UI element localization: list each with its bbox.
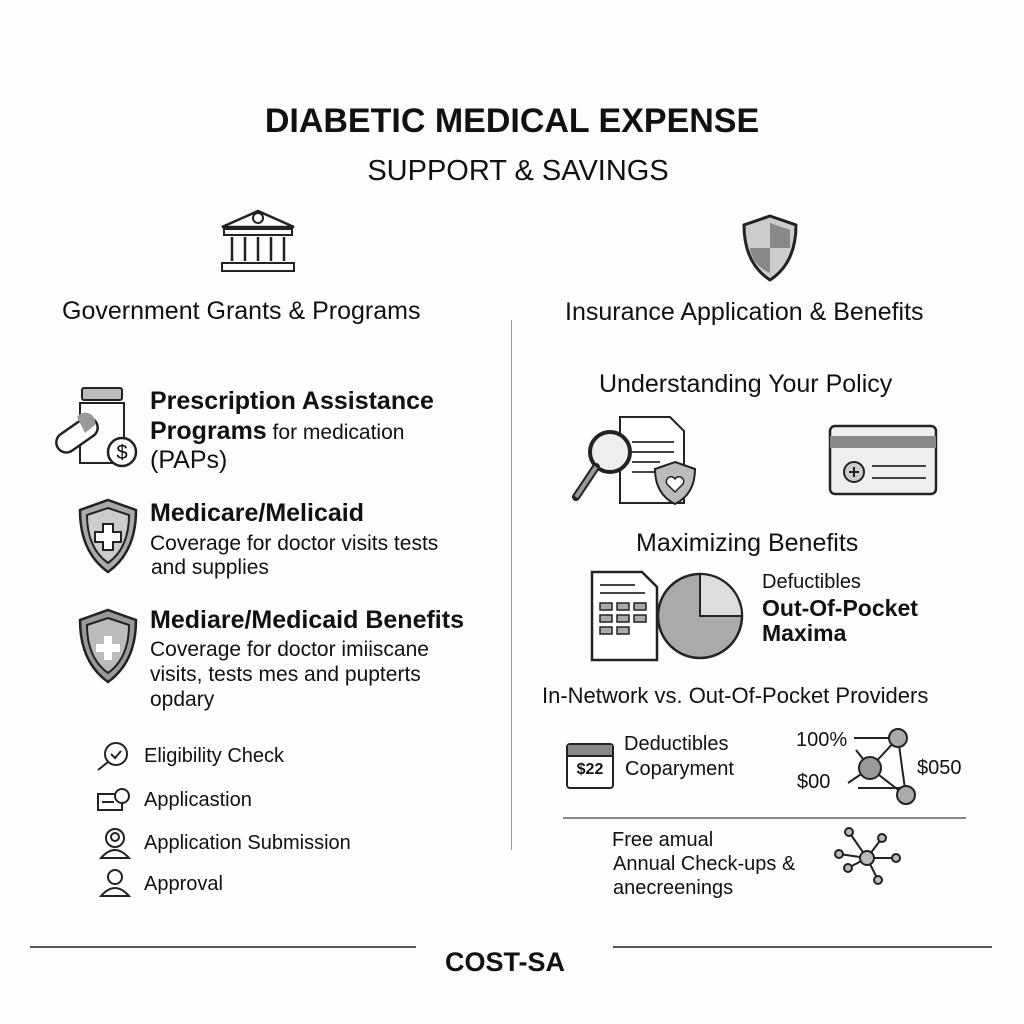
pap-desc: for medication [266, 421, 405, 444]
medicare-shield-icon [76, 498, 140, 574]
max-heading: Maximizing Benefits [636, 529, 859, 557]
policy-heading: Understanding Your Policy [599, 370, 893, 398]
network-text-line1: Deductibles [624, 733, 729, 755]
pap-title: Prescription Assistance [150, 387, 434, 415]
eligibility-check-icon [96, 740, 132, 772]
title-line1: DIABETIC MEDICAL EXPENSE [264, 102, 760, 140]
statement-pie-chart-icon [590, 570, 745, 662]
network-value-right: $050 [917, 757, 962, 779]
benefits-title: Mediare/Medicaid Benefits [150, 606, 464, 634]
checkup-line1: Free amual [612, 829, 714, 851]
right-divider [563, 817, 966, 819]
government-building-icon [218, 205, 298, 273]
insurance-shield-icon [740, 213, 800, 283]
step-eligibility: Eligibility Check [144, 745, 285, 767]
calendar-icon [566, 743, 614, 789]
prescription-pills-icon [52, 385, 147, 470]
medicare-desc1: Coverage for doctor visits tests [150, 532, 439, 555]
checkup-line2: Annual Check-ups & [613, 853, 796, 875]
provider-network-icon [848, 728, 918, 808]
benefits-desc1: Coverage for doctor imiiscane [150, 638, 429, 661]
pap-title3: (PAPs) [150, 446, 228, 474]
benefits-desc2: visits, tests mes and pupterts [150, 663, 421, 686]
approval-user-icon [98, 868, 132, 898]
medicaid-shield-icon [76, 608, 140, 684]
title-line2: SUPPORT & SAVINGS [367, 155, 669, 187]
column-divider [511, 320, 512, 850]
network-text-line2: Coparyment [625, 758, 734, 780]
max-text-line2: Out-Of-Pocket [762, 595, 918, 621]
svg-text:$: $ [116, 442, 128, 464]
medicare-title: Medicare/Melicaid [150, 499, 364, 527]
right-heading: Insurance Application & Benefits [565, 298, 924, 326]
network-value-bottom: $00 [797, 771, 831, 793]
checkup-line3: anecreenings [613, 877, 734, 899]
step-application: Applicastion [144, 789, 252, 811]
step-approval: Approval [144, 873, 223, 895]
network-hub-icon [834, 828, 904, 890]
insurance-card-icon [828, 424, 938, 496]
network-heading: In-Network vs. Out-Of-Pocket Providers [542, 683, 929, 708]
submission-person-icon [98, 826, 132, 860]
max-text-line3: Maxima [762, 620, 847, 646]
step-submission: Application Submission [144, 832, 351, 854]
left-heading: Government Grants & Programs [62, 297, 421, 325]
application-money-icon [96, 786, 132, 814]
policy-document-magnifier-icon [570, 412, 700, 507]
calendar-value: $22 [576, 761, 604, 778]
medicare-desc2: and supplies [151, 556, 269, 579]
benefits-desc3: opdary [150, 688, 215, 711]
max-text-line1: Defuctibles [762, 571, 861, 593]
network-value-top: 100% [796, 729, 848, 751]
pap-title2: Programs [150, 417, 267, 445]
footer-label: COST-SA [444, 947, 565, 977]
